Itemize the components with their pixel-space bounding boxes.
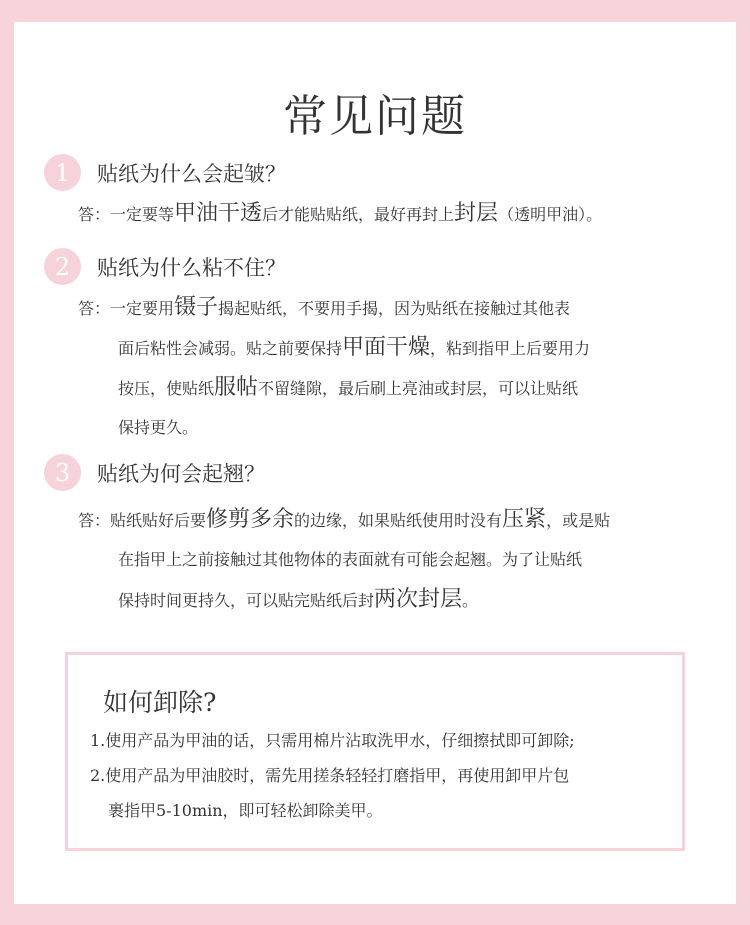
answer-emphasis: 修剪多余: [206, 507, 295, 532]
answer-line: [78, 368, 698, 408]
answer-emphasis: 甲面干燥: [342, 335, 431, 360]
answer-line: [78, 194, 698, 234]
answer-text: 答：一定要等: [78, 205, 175, 224]
answer-line: [78, 408, 698, 448]
faq-question-1: [44, 154, 286, 191]
answer-text: ，粘到指甲上后要用力: [430, 339, 591, 358]
faq-question-3: [44, 454, 265, 491]
answer-emphasis: 镊子: [174, 295, 219, 320]
answer-text: 。: [462, 591, 479, 610]
answer-line: [78, 500, 698, 540]
answer-emphasis: 甲油干透: [174, 201, 263, 226]
page-title: 常见问题: [283, 91, 467, 142]
question-text: 贴纸为什么会起皱？: [97, 161, 286, 186]
removal-step-1: 1.使用产品为甲油的话，只需用棉片沾取洗甲水，仔细擦拭即可卸除;: [90, 731, 575, 750]
answer-text: ，或是贴: [546, 511, 611, 530]
removal-title: 如何卸除?: [103, 688, 217, 717]
answer-text: （透明甲油）。: [498, 205, 603, 224]
question-number-badge: 2: [44, 248, 81, 285]
answer-text: 保持时间更持久，可以贴完贴纸后封: [118, 591, 375, 610]
question-text: 贴纸为何会起翘？: [97, 461, 265, 486]
answer-emphasis: 服帖: [214, 375, 259, 400]
faq-answer-1: [78, 194, 698, 234]
question-number-badge: 3: [44, 454, 81, 491]
answer-text: 答：贴纸贴好后要: [78, 511, 207, 530]
question-text: 贴纸为什么粘不住？: [97, 255, 286, 280]
removal-steps: [90, 723, 575, 828]
faq-question-2: [44, 248, 286, 285]
answer-text: 揭起贴纸，不要用手揭，因为贴纸在接触过其他表: [218, 299, 571, 318]
answer-text: 不留缝隙，最后刷上亮油或封层，可以让贴纸: [258, 379, 579, 398]
faq-answer-3: [78, 500, 698, 620]
answer-line: [78, 540, 698, 580]
answer-emphasis: 两次封层: [374, 587, 463, 612]
answer-emphasis: 封层: [454, 201, 499, 226]
faq-card: [14, 22, 736, 904]
answer-text: 在指甲上之前接触过其他物体的表面就有可能会起翘。为了让贴纸: [118, 550, 583, 569]
removal-step-2-continued: 裹指甲5-10min，即可轻松卸除美甲。: [108, 801, 383, 820]
answer-text: 后才能贴贴纸，最好再封上: [262, 205, 455, 224]
answer-line: [78, 328, 698, 368]
answer-text: 保持更久。: [118, 418, 199, 437]
answer-line: [78, 580, 698, 620]
removal-box: [65, 652, 685, 851]
answer-emphasis: 压紧: [502, 507, 547, 532]
answer-text: 面后粘性会减弱。贴之前要保持: [118, 339, 343, 358]
answer-text: 答：一定要用: [78, 299, 175, 318]
faq-answer-2: [78, 288, 698, 448]
question-number-badge: 1: [44, 154, 81, 191]
answer-text: 的边缘，如果贴纸使用时没有: [294, 511, 503, 530]
answer-line: [78, 288, 698, 328]
answer-text: 按压，使贴纸: [118, 379, 215, 398]
removal-step-2: 2.使用产品为甲油胶时，需先用搓条轻轻打磨指甲，再使用卸甲片包: [90, 766, 570, 785]
